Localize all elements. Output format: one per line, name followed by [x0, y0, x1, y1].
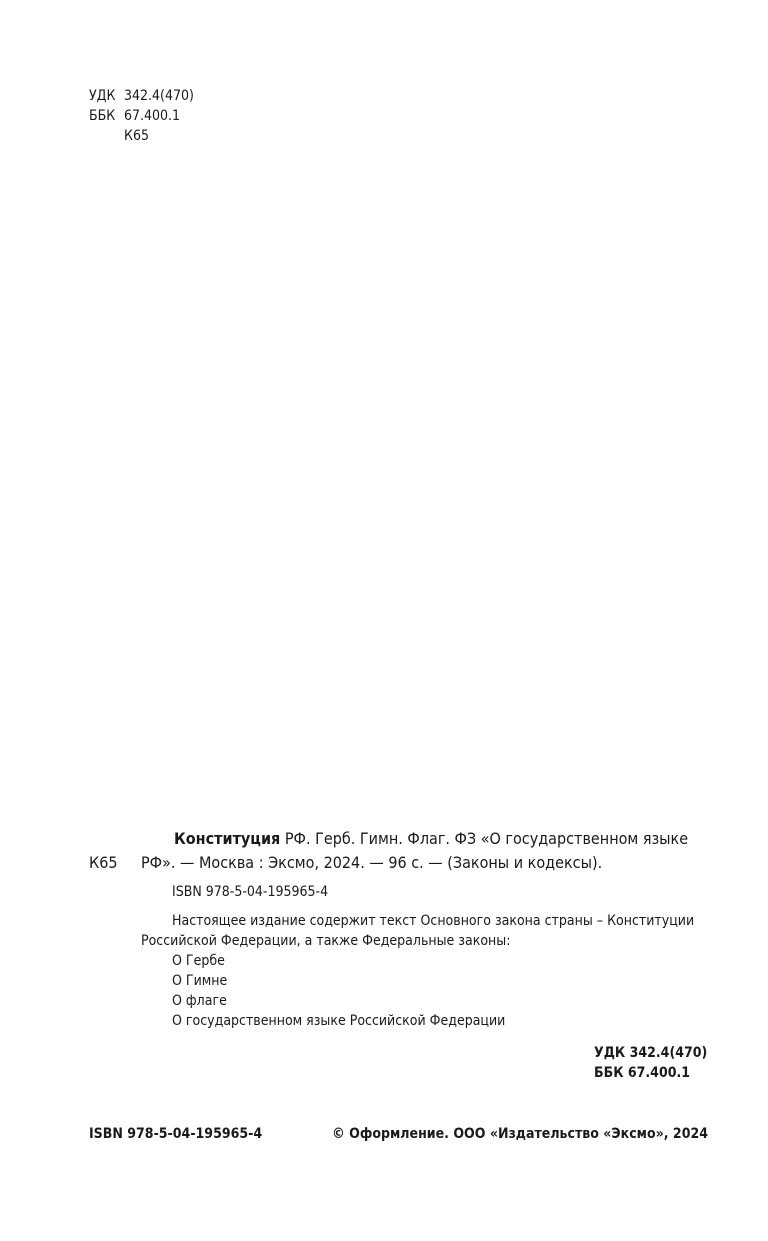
- top-bbk-value: 67.400.1: [124, 108, 181, 124]
- top-udk-value: 342.4(470): [124, 88, 194, 104]
- top-author-mark: К65: [124, 128, 149, 144]
- law-list: [172, 951, 505, 1031]
- top-bbk-line: [89, 106, 194, 126]
- top-author-mark-line: [89, 126, 194, 146]
- footer-copyright: © Оформление. ООО «Издательство «Эксмо», 2024: [332, 1126, 708, 1142]
- record-author-mark: К65: [89, 853, 118, 872]
- annotation-line-2: Российской Федерации, а также Федеральные законы:: [141, 933, 511, 949]
- bottom-udk: УДК 342.4(470): [594, 1045, 708, 1061]
- law-item: О Гербе: [172, 953, 225, 969]
- top-udk-line: [89, 86, 194, 106]
- top-udk-label: УДК: [89, 88, 116, 104]
- law-item: О флаге: [172, 993, 227, 1009]
- bottom-classification: [594, 1043, 707, 1083]
- top-bbk-label: ББК: [89, 108, 116, 124]
- record-title: Конституция: [174, 829, 281, 848]
- record-title-rest: РФ. Герб. Гимн. Флаг. ФЗ «О государственном языке: [280, 829, 689, 848]
- bottom-bbk: ББК 67.400.1: [594, 1065, 691, 1081]
- law-item: О Гимне: [172, 973, 228, 989]
- law-item: О государственном языке Российской Федерации: [172, 1013, 506, 1029]
- annotation-line-1: Настоящее издание содержит текст Основного закона страны – Конституции: [172, 913, 695, 929]
- record-line-1: [174, 827, 688, 851]
- record-line-2: РФ». — Москва : Эксмо, 2024. — 96 с. — (Законы и кодексы).: [141, 853, 603, 872]
- footer-isbn: ISBN 978-5-04-195965-4: [89, 1126, 263, 1142]
- top-classification: [89, 86, 194, 146]
- record-isbn: ISBN 978-5-04-195965-4: [172, 884, 329, 900]
